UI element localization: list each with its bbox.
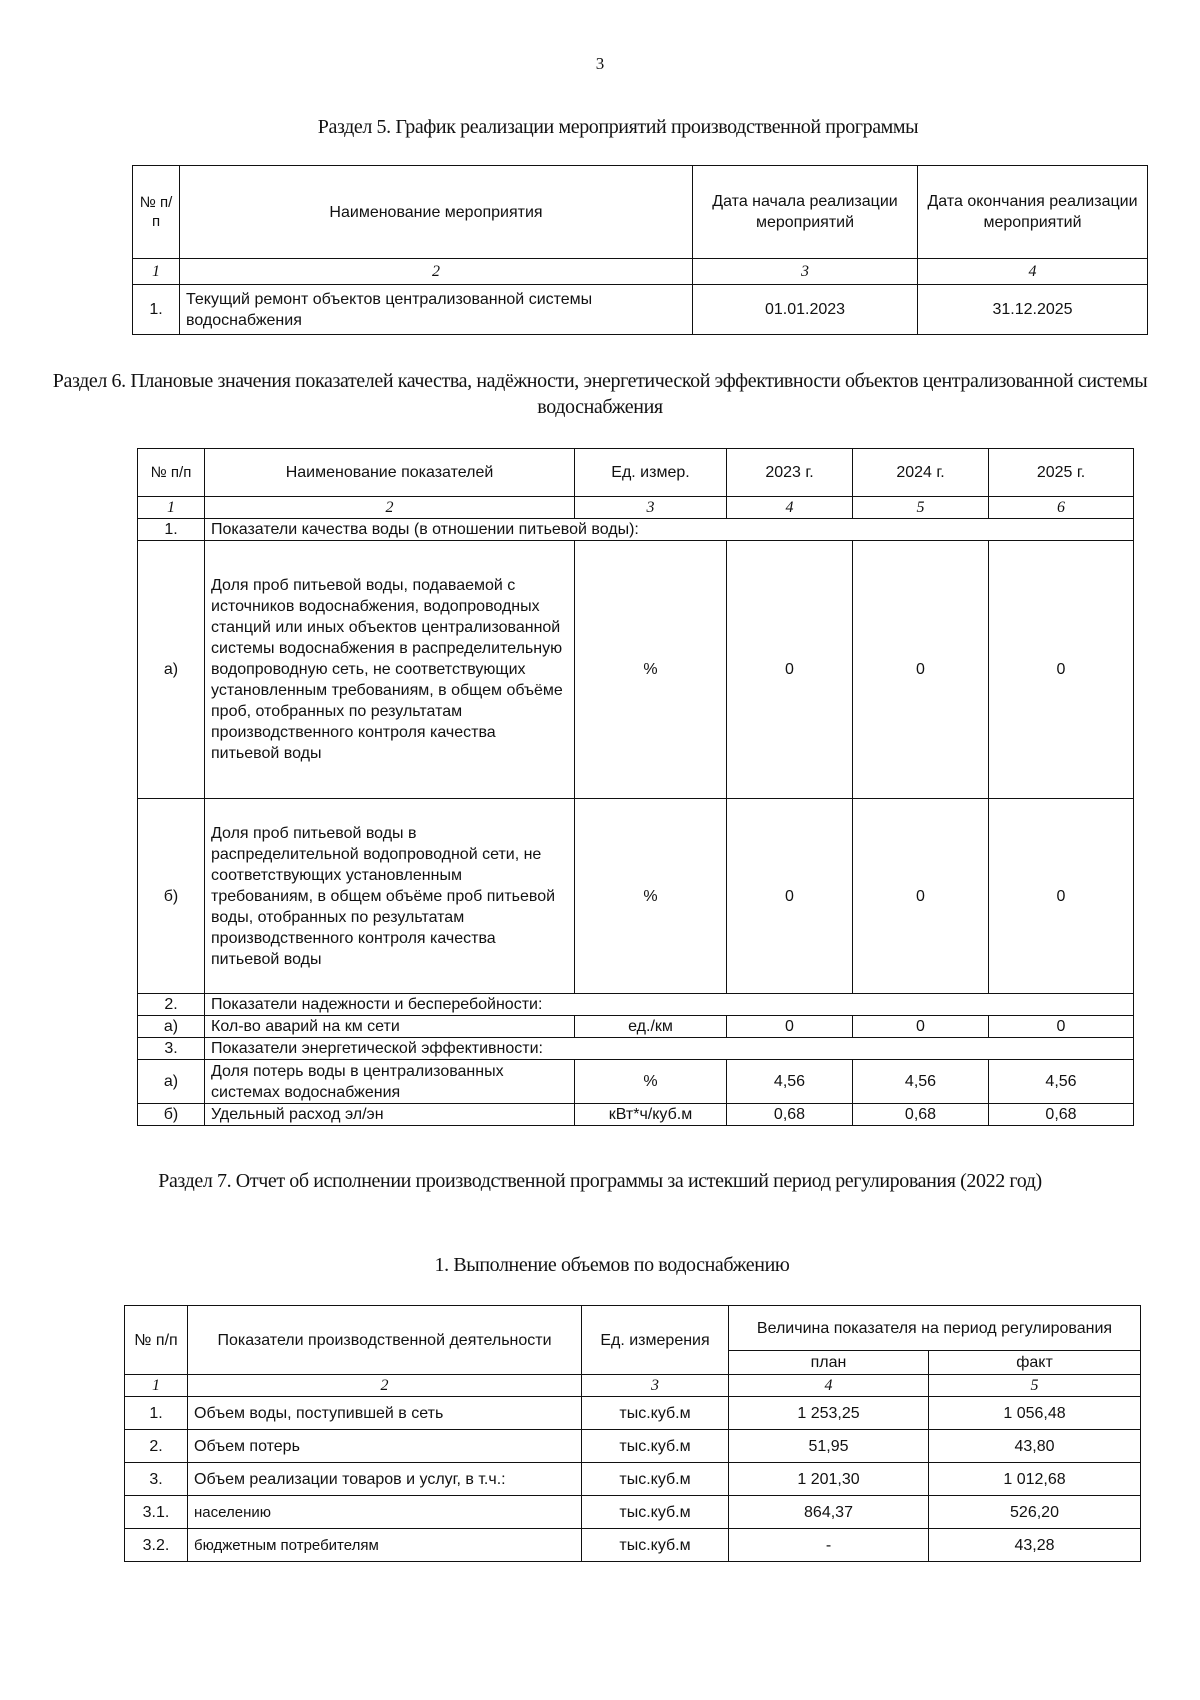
row-num: 1. xyxy=(133,285,180,335)
row-name: Текущий ремонт объектов централизованной системы водоснабжения xyxy=(180,285,693,335)
index-cell: 6 xyxy=(989,497,1134,519)
table-header-row xyxy=(125,1306,1141,1351)
row-num: а) xyxy=(138,1060,205,1104)
col-header-unit: Ед. измер. xyxy=(575,449,727,497)
row-value-2024: 0,68 xyxy=(853,1104,989,1126)
indicators-table xyxy=(137,448,1134,1126)
index-cell: 1 xyxy=(125,1375,188,1397)
row-fact: 1 012,68 xyxy=(929,1463,1141,1496)
row-unit: тыс.куб.м xyxy=(582,1496,729,1529)
schedule-table xyxy=(132,165,1148,335)
row-plan: 51,95 xyxy=(729,1430,929,1463)
row-num: 3.2. xyxy=(125,1529,188,1562)
row-unit: ед./км xyxy=(575,1016,727,1038)
row-value-2024: 0 xyxy=(853,799,989,994)
index-cell: 4 xyxy=(918,259,1148,285)
index-cell: 5 xyxy=(853,497,989,519)
table-row xyxy=(138,1016,1134,1038)
row-fact: 43,28 xyxy=(929,1529,1141,1562)
index-cell: 2 xyxy=(205,497,575,519)
row-value-2025: 0,68 xyxy=(989,1104,1134,1126)
index-cell: 3 xyxy=(693,259,918,285)
index-cell: 4 xyxy=(729,1375,929,1397)
row-value-2023: 0,68 xyxy=(727,1104,853,1126)
col-header-2025: 2025 г. xyxy=(989,449,1134,497)
group-row xyxy=(138,994,1134,1016)
table-row xyxy=(125,1496,1141,1529)
table-row xyxy=(138,541,1134,799)
row-plan: 1 253,25 xyxy=(729,1397,929,1430)
report-table xyxy=(124,1305,1141,1562)
section5-title: Раздел 5. График реализации мероприятий производственной программы xyxy=(317,116,919,138)
index-cell: 2 xyxy=(180,259,693,285)
index-row xyxy=(133,259,1148,285)
col-header-num: № п/п xyxy=(138,449,205,497)
row-value-2024: 0 xyxy=(853,541,989,799)
row-value-2023: 0 xyxy=(727,1016,853,1038)
section6-title: Раздел 6. Плановые значения показателей качества, надёжности, энергетической эффективности объектов централизованной системы водоснабжения xyxy=(52,370,1148,418)
row-unit: % xyxy=(575,1060,727,1104)
row-num: а) xyxy=(138,541,205,799)
row-name: бюджетным потребителям xyxy=(188,1529,582,1562)
row-num: 3.1. xyxy=(125,1496,188,1529)
row-num: а) xyxy=(138,1016,205,1038)
index-cell: 1 xyxy=(133,259,180,285)
group-num: 2. xyxy=(138,994,205,1016)
row-num: 3. xyxy=(125,1463,188,1496)
row-name: Доля потерь воды в централизованных системах водоснабжения xyxy=(205,1060,575,1104)
col-header-fact: факт xyxy=(929,1351,1141,1375)
row-value-2025: 0 xyxy=(989,1016,1134,1038)
row-end-date: 31.12.2025 xyxy=(918,285,1148,335)
col-header-start: Дата начала реализации мероприятий xyxy=(693,166,918,259)
row-name: Доля проб питьевой воды, подаваемой с источников водоснабжения, водопроводных станций или иных объектов централизованной системы водоснабжения в распределительную водопроводную сеть, не соответствующих установленным требованиям, в общем объёме проб, отобранных по результатам производственного контроля качества питьевой воды xyxy=(205,541,575,799)
col-header-2024: 2024 г. xyxy=(853,449,989,497)
index-cell: 3 xyxy=(582,1375,729,1397)
col-header-name: Наименование мероприятия xyxy=(180,166,693,259)
row-name: Кол-во аварий на км сети xyxy=(205,1016,575,1038)
row-plan: 864,37 xyxy=(729,1496,929,1529)
index-row xyxy=(125,1375,1141,1397)
group-label: Показатели энергетической эффективности: xyxy=(205,1038,1134,1060)
row-num: б) xyxy=(138,1104,205,1126)
col-header-end: Дата окончания реализации мероприятий xyxy=(918,166,1148,259)
row-plan: 1 201,30 xyxy=(729,1463,929,1496)
row-unit: тыс.куб.м xyxy=(582,1397,729,1430)
table-row xyxy=(125,1529,1141,1562)
row-value-2025: 0 xyxy=(989,799,1134,994)
row-name: населению xyxy=(188,1496,582,1529)
col-header-plan: план xyxy=(729,1351,929,1375)
row-value-2024: 0 xyxy=(853,1016,989,1038)
page-number: 3 xyxy=(595,54,605,73)
row-unit: тыс.куб.м xyxy=(582,1430,729,1463)
col-header-2023: 2023 г. xyxy=(727,449,853,497)
index-cell: 2 xyxy=(188,1375,582,1397)
index-cell: 1 xyxy=(138,497,205,519)
row-unit: тыс.куб.м xyxy=(582,1463,729,1496)
row-fact: 526,20 xyxy=(929,1496,1141,1529)
row-unit: тыс.куб.м xyxy=(582,1529,729,1562)
table-header-row xyxy=(138,449,1134,497)
group-num: 1. xyxy=(138,519,205,541)
row-name: Доля проб питьевой воды в распределительной водопроводной сети, не соответствующих установленным требованиям, в общем объёме проб питьевой воды, отобранных по результатам производственного контроля качества питьевой воды xyxy=(205,799,575,994)
row-unit: % xyxy=(575,541,727,799)
table-row xyxy=(125,1463,1141,1496)
row-unit: кВт*ч/куб.м xyxy=(575,1104,727,1126)
row-name: Объем потерь xyxy=(188,1430,582,1463)
col-header-name: Наименование показателей xyxy=(205,449,575,497)
table-row xyxy=(138,1104,1134,1126)
row-fact: 1 056,48 xyxy=(929,1397,1141,1430)
row-name: Удельный расход эл/эн xyxy=(205,1104,575,1126)
section7-title: Раздел 7. Отчет об исполнении производственной программы за истекший период регулирования (2022 год) xyxy=(158,1170,1042,1192)
col-header-num: № п/п xyxy=(133,166,180,259)
group-num: 3. xyxy=(138,1038,205,1060)
col-header-num: № п/п xyxy=(125,1306,188,1375)
group-label: Показатели качества воды (в отношении питьевой воды): xyxy=(205,519,1134,541)
row-name: Объем воды, поступившей в сеть xyxy=(188,1397,582,1430)
row-value-2025: 4,56 xyxy=(989,1060,1134,1104)
row-start-date: 01.01.2023 xyxy=(693,285,918,335)
row-value-2023: 0 xyxy=(727,799,853,994)
col-header-value: Величина показателя на период регулирования xyxy=(729,1306,1141,1351)
index-row xyxy=(138,497,1134,519)
group-row xyxy=(138,519,1134,541)
index-cell: 4 xyxy=(727,497,853,519)
table-row xyxy=(138,1060,1134,1104)
row-plan: - xyxy=(729,1529,929,1562)
row-value-2024: 4,56 xyxy=(853,1060,989,1104)
row-num: 2. xyxy=(125,1430,188,1463)
index-cell: 5 xyxy=(929,1375,1141,1397)
table-row xyxy=(125,1430,1141,1463)
index-cell: 3 xyxy=(575,497,727,519)
row-value-2025: 0 xyxy=(989,541,1134,799)
section7-subtitle: 1. Выполнение объемов по водоснабжению xyxy=(434,1254,790,1276)
row-num: б) xyxy=(138,799,205,994)
row-name: Объем реализации товаров и услуг, в т.ч.: xyxy=(188,1463,582,1496)
row-num: 1. xyxy=(125,1397,188,1430)
table-row xyxy=(125,1397,1141,1430)
group-label: Показатели надежности и бесперебойности: xyxy=(205,994,1134,1016)
row-value-2023: 4,56 xyxy=(727,1060,853,1104)
table-row xyxy=(138,799,1134,994)
col-header-name: Показатели производственной деятельности xyxy=(188,1306,582,1375)
group-row xyxy=(138,1038,1134,1060)
row-value-2023: 0 xyxy=(727,541,853,799)
col-header-unit: Ед. измерения xyxy=(582,1306,729,1375)
table-row xyxy=(133,285,1148,335)
row-fact: 43,80 xyxy=(929,1430,1141,1463)
row-unit: % xyxy=(575,799,727,994)
table-header-row xyxy=(133,166,1148,259)
